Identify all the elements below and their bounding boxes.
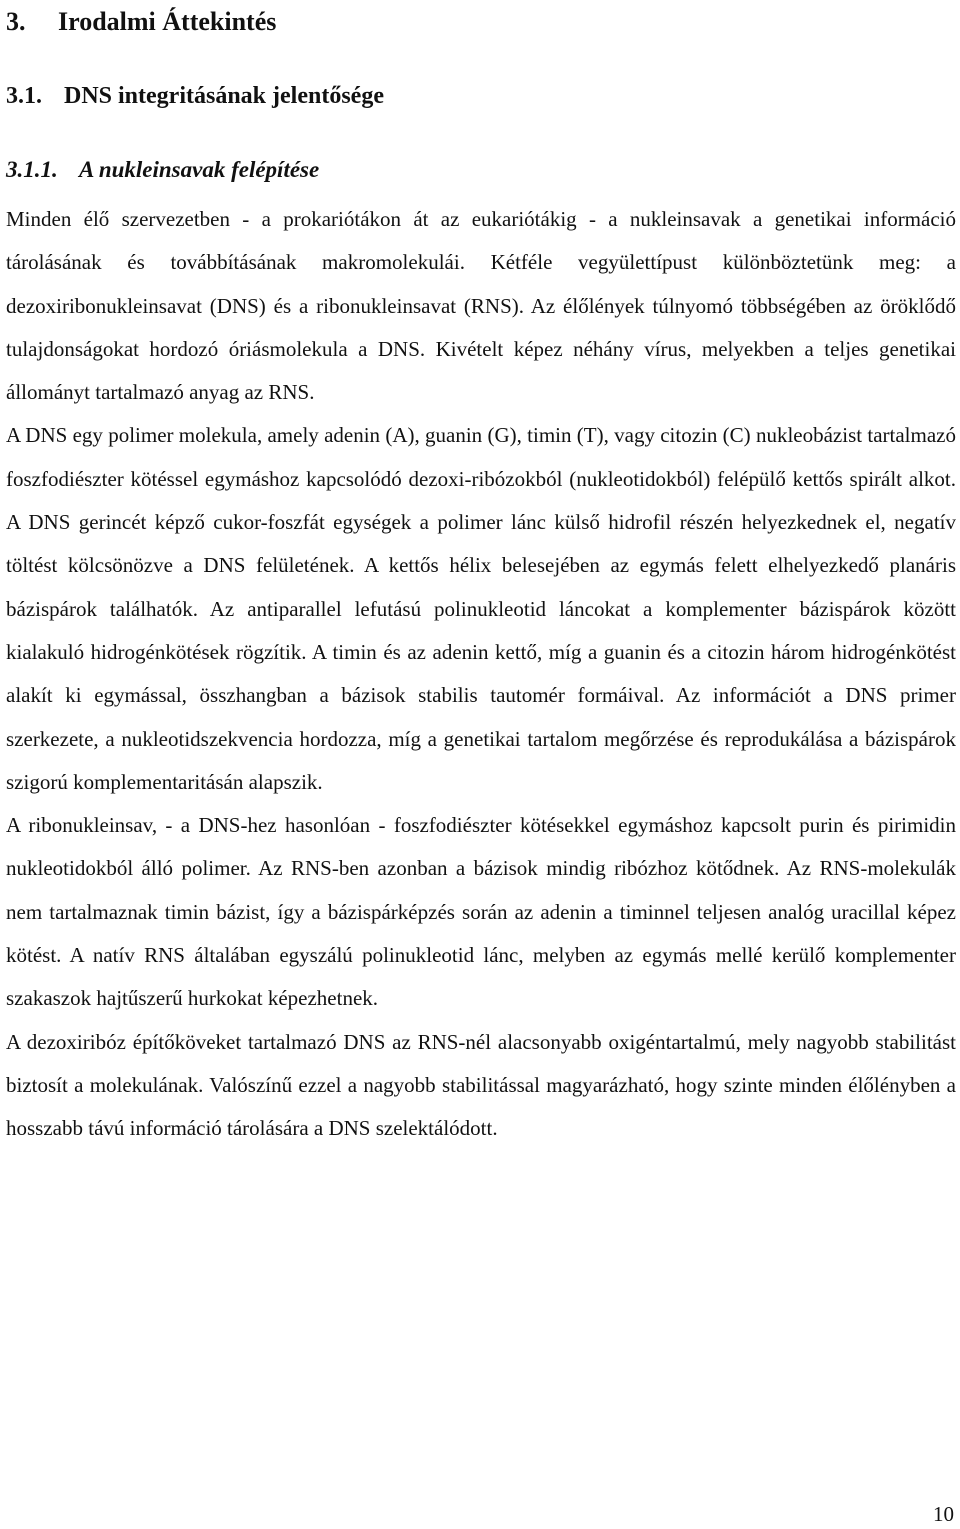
paragraph-2: A DNS egy polimer molekula, amely adenin (A), guanin (G), timin (T), vagy citozin (C) nukleobázist tartalmazó foszfodiészter kötéssel egymáshoz kapcsolódó dezoxi-ribózokból (nukleotidokból) felépülő kettős spirált alkot. A DNS gerincét képző cukor-foszfát egységek a polimer lánc külső hidrofil részén helyezkednek el, negatív töltést kölcsönözve a DNS felületének. A kettős hélix belesejében az egymás felett elhelyezkedő planáris bázispárok találhatók. Az antiparallel lefutású polinukleotid láncokat a komplementer bázispárok között kialakuló hidrogénkötések rögzítik. A timin és az adenin kettő, míg a guanin és a citozin három hidrogénkötést alakít ki egymással, összhangban a bázisok stabilis tautomér formáival. Az információt a DNS primer szerkezete, a nukleotidszekvencia hordozza, míg a genetikai tartalom megőrzése és reprodukálása a bázispárok szigorú komplementaritásán alapszik. (6, 423, 956, 794)
paragraph-4: A dezoxiribóz építőköveket tartalmazó DNS az RNS-nél alacsonyabb oxigéntartalmú, mely nagyobb stabilitást biztosít a molekulának. Valószínű ezzel a nagyobb stabilitással magyarázható, hogy szinte minden élőlényben a hosszabb távú információ tárolására a DNS szelektálódott. (6, 1029, 956, 1141)
chapter-title: Irodalmi Áttekintés (58, 7, 277, 36)
section-heading (6, 79, 384, 113)
section-number: 3.1. (6, 83, 42, 109)
subsection-heading (6, 154, 319, 186)
paragraph-1: Minden élő szervezetben - a prokariótákon át az eukariótákig - a nukleinsavak a genetikai információ tárolásának és továbbításának makromolekulái. Kétféle vegyülettípust különböztetünk meg: a dezoxiribonukleinsavat (DNS) és a ribonukleinsavat (RNS). Az élőlények túlnyomó többségében az öröklődő tulajdonságokat hordozó óriásmolekula a DNS. Kivételt képez néhány vírus, melyekben a teljes genetikai állományt tartalmazó anyag az RNS. (6, 207, 956, 405)
subsection-title: A nukleinsavak felépítése (79, 157, 320, 182)
body-text (6, 198, 956, 1151)
section-title: DNS integritásának jelentősége (64, 83, 384, 109)
subsection-number: 3.1.1. (6, 157, 58, 182)
chapter-number: 3. (6, 7, 26, 36)
chapter-heading (6, 4, 276, 40)
page-number: 10 (933, 1502, 954, 1526)
paragraph-3: A ribonukleinsav, - a DNS-hez hasonlóan - foszfodiészter kötésekkel egymáshoz kapcsolt purin és pirimidin nukleotidokból álló polimer. Az RNS-ben azonban a bázisok mindig ribózhoz kötődnek. Az RNS-molekulák nem tartalmaznak timin bázist, így a bázispárképzés során az adenin a timinnel teljesen analóg uracillal képez kötést. A natív RNS általában egyszálú polinukleotid lánc, melyben az egymás mellé kerülő komplementer szakaszok hajtűszerű hurkokat képezhetnek. (6, 813, 956, 1011)
